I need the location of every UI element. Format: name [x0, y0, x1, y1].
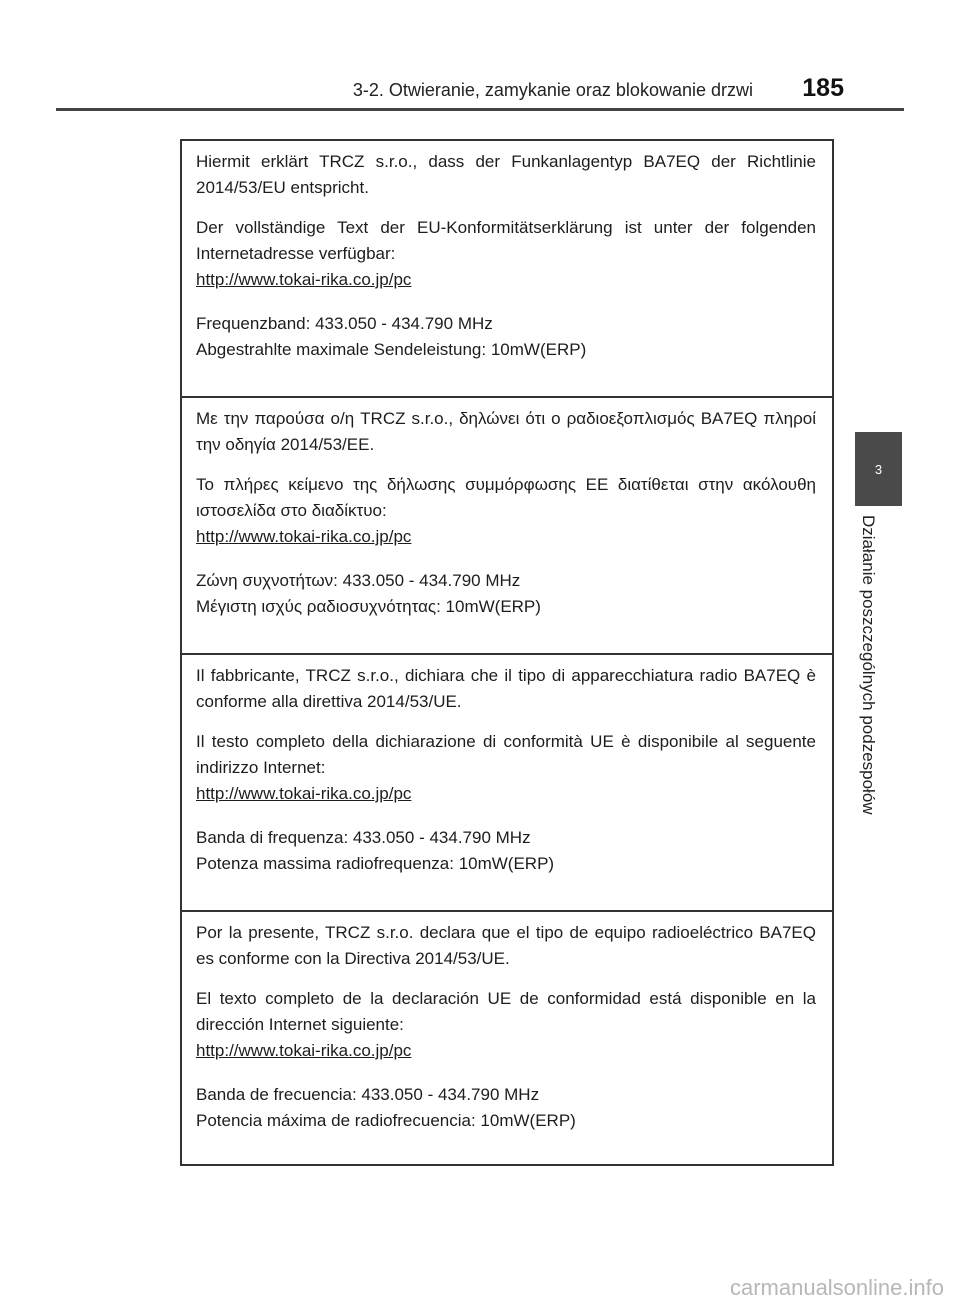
frequency-band: Ζώνη συχνοτήτων: 433.050 - 434.790 MHz	[196, 571, 521, 590]
full-text-note: Το πλήρες κείμενο της δήλωσης συμμόρφωσης ΕΕ διατίθεται στην ακόλουθη ιστοσελίδα στο διαδίκτυο:	[196, 475, 816, 520]
chapter-tab	[855, 432, 902, 506]
header-rule	[56, 108, 904, 111]
max-power: Potenza massima radiofrequenza: 10mW(ERP)	[196, 854, 555, 873]
declaration-link[interactable]: http://www.tokai-rika.co.jp/pc	[196, 1041, 412, 1060]
declaration-link[interactable]: http://www.tokai-rika.co.jp/pc	[196, 270, 412, 289]
declaration-link[interactable]: http://www.tokai-rika.co.jp/pc	[196, 527, 412, 546]
declaration-text: Hiermit erklärt TRCZ s.r.o., dass der Funkanlagentyp BA7EQ der Richtlinie 2014/53/EU entspricht.	[196, 152, 816, 197]
max-power: Potencia máxima de radiofrecuencia: 10mW(ERP)	[196, 1111, 576, 1130]
chapter-label: Działanie poszczególnych podzespołów	[859, 515, 878, 815]
declaration-text: Por la presente, TRCZ s.r.o. declara que el tipo de equipo radioeléctrico BA7EQ es conforme con la Directiva 2014/53/UE.	[196, 923, 816, 968]
chapter-number: 3	[874, 461, 883, 477]
page-number: 185	[802, 74, 844, 102]
declaration-text: Με την παρούσα ο/η TRCZ s.r.o., δηλώνει ότι ο ραδιοεξοπλισμός BA7EQ πληροί την οδηγία 2014/53/ΕΕ.	[196, 409, 816, 454]
frequency-band: Banda di frequenza: 433.050 - 434.790 MHz	[196, 828, 531, 847]
watermark: carmanualsonline.info	[729, 1275, 944, 1300]
section-german	[182, 141, 832, 398]
frequency-band: Frequenzband: 433.050 - 434.790 MHz	[196, 314, 493, 333]
full-text-note: Der vollständige Text der EU-Konformitätserklärung ist unter der folgenden Internetadresse verfügbar:	[196, 218, 816, 263]
full-text-note: El texto completo de la declaración UE de conformidad está disponible en la dirección Internet siguiente:	[196, 989, 816, 1034]
max-power: Μέγιστη ισχύς ραδιοσυχνότητας: 10mW(ERP)	[196, 597, 541, 616]
section-greek	[182, 398, 832, 655]
declaration-text: Il fabbricante, TRCZ s.r.o., dichiara che il tipo di apparecchiatura radio BA7EQ è conforme alla direttiva 2014/53/UE.	[196, 666, 816, 711]
full-text-note: Il testo completo della dichiarazione di conformità UE è disponibile al seguente indirizzo Internet:	[196, 732, 816, 777]
declaration-link[interactable]: http://www.tokai-rika.co.jp/pc	[196, 784, 412, 803]
frequency-band: Banda de frecuencia: 433.050 - 434.790 MHz	[196, 1085, 540, 1104]
max-power: Abgestrahlte maximale Sendeleistung: 10mW(ERP)	[196, 340, 587, 359]
header-title: 3-2. Otwieranie, zamykanie oraz blokowanie drzwi	[352, 80, 753, 100]
section-italian	[182, 655, 832, 912]
section-spanish	[182, 912, 832, 1164]
declaration-box	[180, 139, 834, 1166]
